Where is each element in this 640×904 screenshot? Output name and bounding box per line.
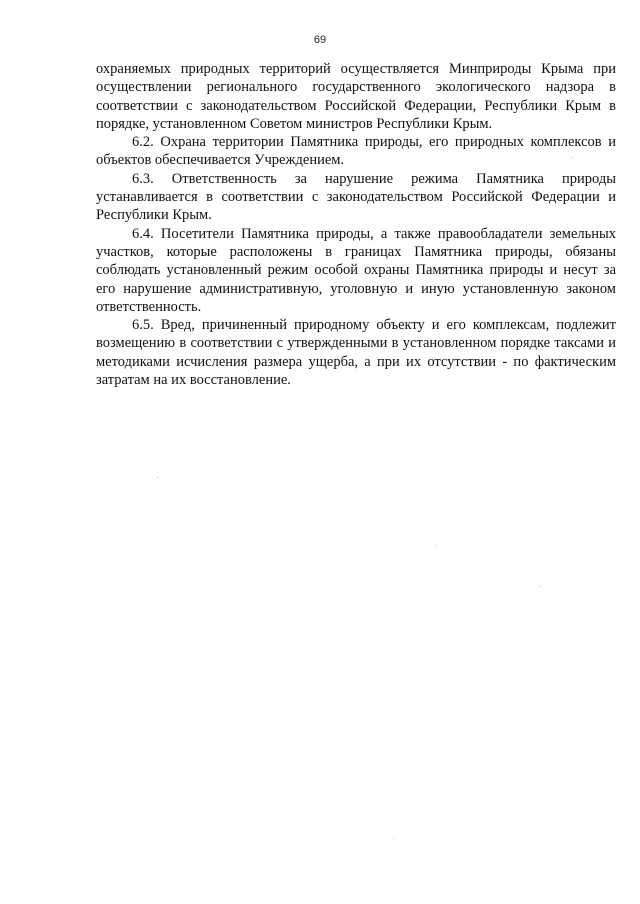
paragraph-continuation: охраняемых природных территорий осуществляется Минприроды Крыма при осуществлении регионального государственного экологического надзора в соответствии с законодательством Российской Федерации, Республики Крым в порядке, установленном Советом министров Республики Крым.	[96, 61, 616, 132]
page-number: 69	[313, 34, 327, 46]
scan-speck	[572, 157, 573, 158]
paragraph-6-2: 6.2. Охрана территории Памятника природы, его природных комплексов и объектов обеспечивается Учреждением.	[96, 134, 616, 169]
scan-speck	[393, 838, 394, 839]
scan-speck	[540, 586, 541, 587]
paragraph-6-3: 6.3. Ответственность за нарушение режима Памятника природы устанавливается в соответствии с законодательством Российской Федерации и Республики Крым.	[96, 170, 616, 224]
document-body	[96, 60, 616, 389]
paragraph-6-5: 6.5. Вред, причиненный природному объекту и его комплексам, подлежит возмещению в соответствии с утвержденными в установленном порядке таксами и методиками исчисления размера ущерба, а при их отсутствии - по фактическим затратам на их восстановление.	[96, 317, 616, 389]
scan-speck	[157, 477, 158, 478]
scan-speck	[436, 545, 437, 546]
paragraph-6-4: 6.4. Посетители Памятника природы, а также правообладатели земельных участков, которые расположены в границах Памятника природы, обязаны соблюдать установленный режим особой охраны Памятника природы и несут за его нарушение административную, уголовную и иную установленную законом ответственность.	[96, 225, 616, 315]
